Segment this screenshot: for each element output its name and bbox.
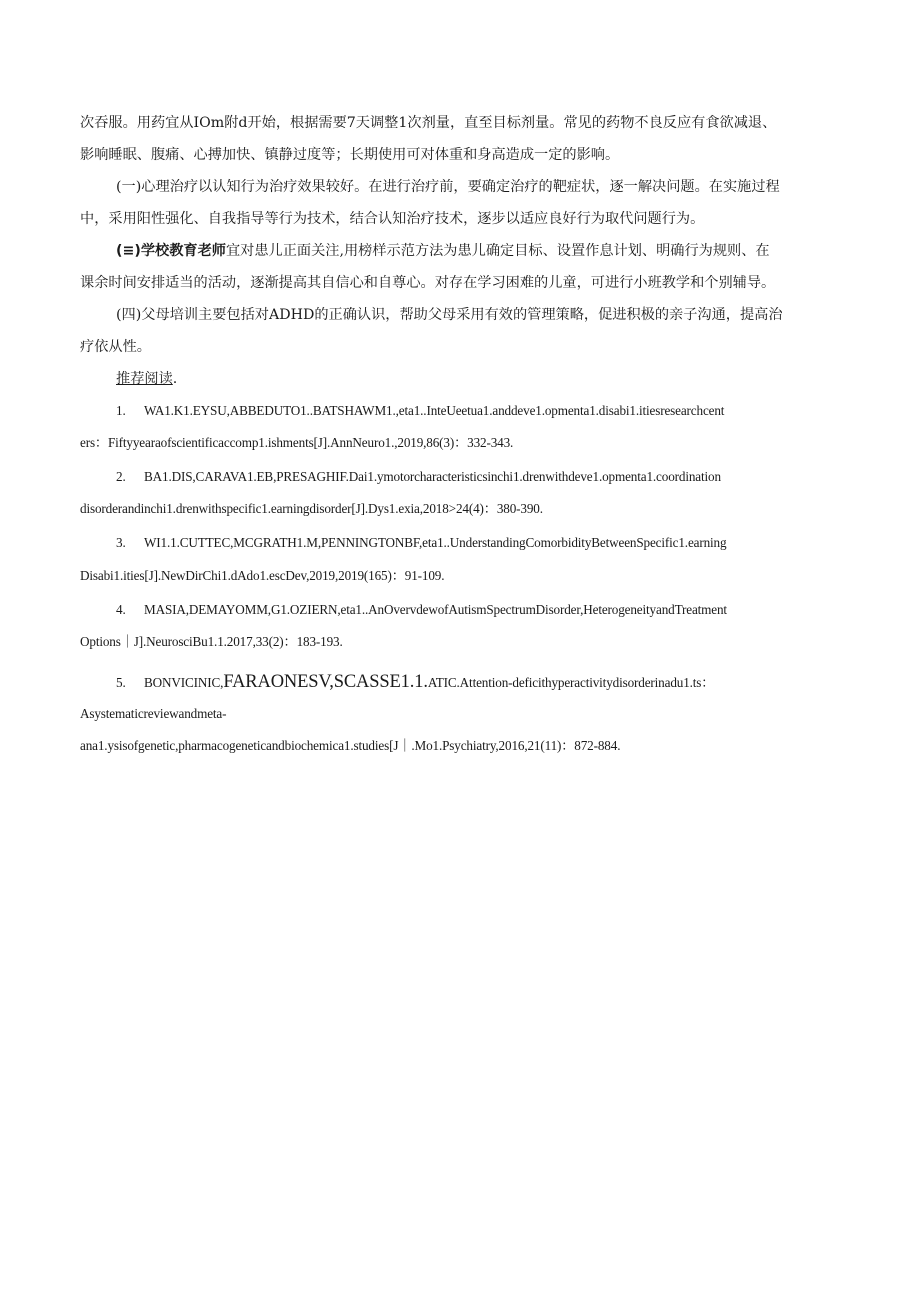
reference-4-number: 4. [116,602,126,617]
reference-3-text: WI1.1.CUTTEC,MCGRATH1.M,PENNINGTONBF,eta1..UnderstandingComorbidityBetweenSpecific1.earning [144,535,727,550]
reference-5-title: ATIC.Attention-deficithyperactivitydisorderinadu1.ts： [427,675,715,690]
reference-1-number: 1. [116,403,126,418]
reference-1-line-2: ers：Fiftyyearaofscientificaccomp1.ishments[J].AnnNeuro1.,2019,86(3)：332-343. [80,435,514,450]
reference-1-text: WA1.K1.EYSU,ABBEDUTO1..BATSHAWM1.,eta1..InteUeetua1.anddeve1.opmenta1.disabi1.itiesresearchcent [144,403,725,418]
reading-title: 推荐阅读 [116,371,173,387]
reference-3-line-2: Disabi1.ities[J].NewDirChi1.dAdo1.escDev,2019,2019(165)：91-109. [80,568,445,583]
reference-5-authors-b: FARAONESV,SCASSE1.1. [223,672,428,692]
reference-2-text: BA1.DIS,CARAVA1.EB,PRESAGHIF.Dai1.ymotorcharacteristicsinchi1.drenwithdeve1.opmenta1.coordination [144,469,721,484]
paragraph-school-line-1 [116,241,850,261]
reference-5-line-3: ana1.ysisofgenetic,pharmacogeneticandbiochemica1.studies[J｜.Mo1.Psychiatry,2016,21(11)：872-884. [80,738,621,753]
paragraph-parent-line-2: 疗依从性。 [80,339,151,355]
paragraph-psychotherapy-line-2: 中，采用阳性强化、自我指导等行为技术，结合认知治疗技术，逐步以适应良好行为取代问题行为。 [80,211,705,227]
reading-title-suffix: . [172,371,178,387]
reference-5-authors-a: BONVICINIC, [144,675,224,690]
paragraph-school-heading: (≡)学校教育老师 [116,243,226,259]
paragraph-dosage-line-1: 次吞服。用药宜从IOm附d开始，根据需要7天调整1次剂量，直至目标剂量。常见的药物不良反应有食欲减退、 [80,115,777,131]
reference-2-line-2: disorderandinchi1.drenwithspecific1.earningdisorder[J].Dys1.exia,2018>24(4)：380-390. [80,501,543,516]
paragraph-parent-line-1: (四)父母培训主要包括对ADHD的正确认识，帮助父母采用有效的管理策略，促进积极的亲子沟通，提高治 [116,307,783,323]
reference-5-line-2: Asystematicreviewandmeta- [80,706,227,721]
reference-1-line-1 [116,401,850,421]
paragraph-dosage-line-2: 影响睡眠、腹痛、心搏加快、镇静过度等；长期使用可对体重和身高造成一定的影响。 [80,147,620,163]
reference-4-text: MASIA,DEMAYOMM,G1.OZIERN,eta1..AnOvervdewofAutismSpectrumDisorder,HeterogeneityandTreatment [144,602,727,617]
reference-3-number: 3. [116,535,126,550]
reference-5-line-1 [116,670,850,695]
reference-4-line-1 [116,600,850,620]
paragraph-school-line-2: 课余时间安排适当的活动，逐渐提高其自信心和自尊心。对存在学习困难的儿童，可进行小班教学和个别辅导。 [80,275,776,291]
reference-4-line-2: Options｜J].NeurosciBu1.1.2017,33(2)：183-193. [80,634,343,649]
reference-3-line-1 [116,533,850,553]
reference-2-number: 2. [116,469,126,484]
reading-heading [116,369,850,389]
paragraph-school-text: 宜对患儿正面关注,用榜样示范方法为患儿确定目标、设置作息计划、明确行为规则、在 [225,243,770,259]
reference-5-number: 5. [116,675,126,690]
reference-2-line-1 [116,467,850,487]
paragraph-psychotherapy-line-1: (一)心理治疗以认知行为治疗效果较好。在进行治疗前，要确定治疗的靶症状，逐一解决问题。在实施过程 [116,179,780,195]
